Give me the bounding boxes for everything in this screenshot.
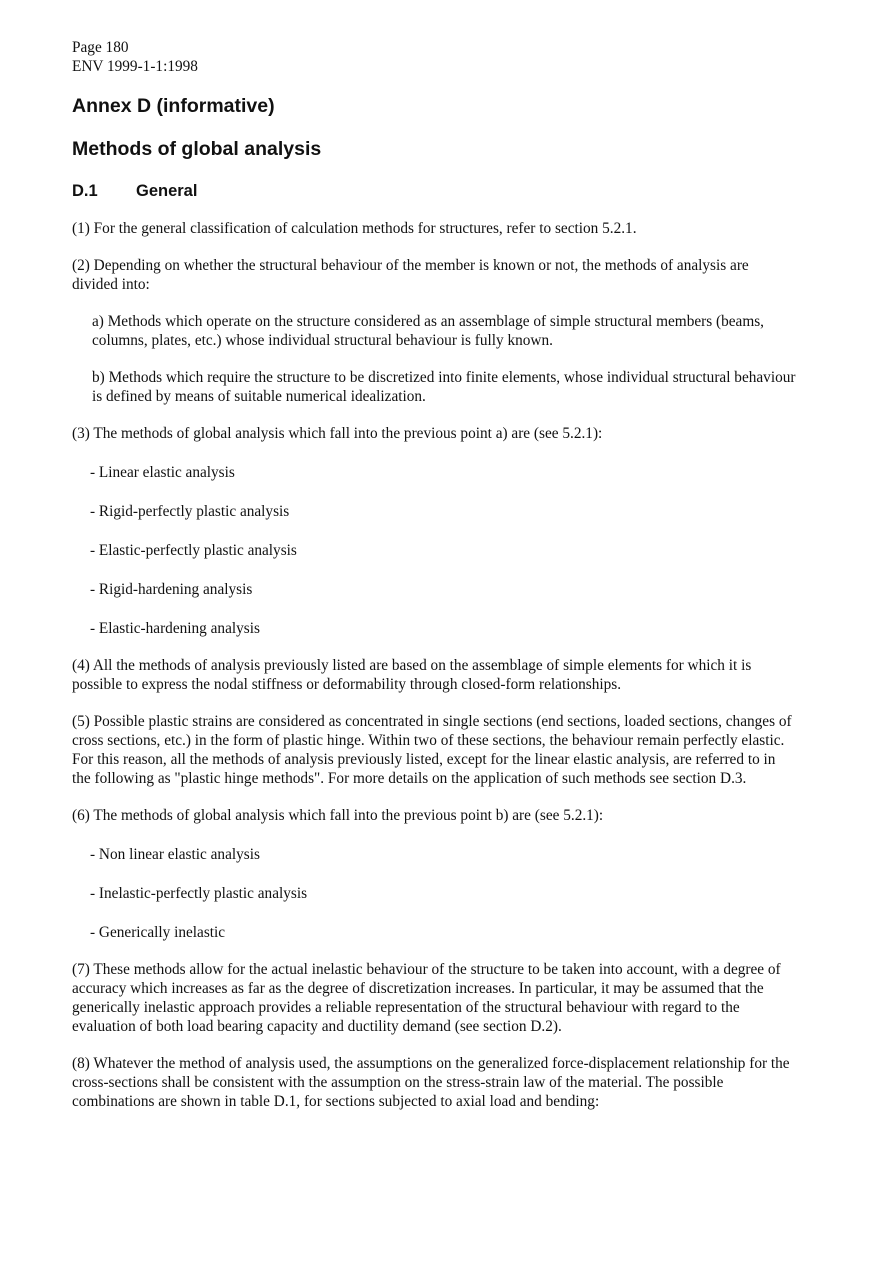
paragraph-7: (7) These methods allow for the actual inelastic behaviour of the structure to be taken into account, with a degree of accuracy which increases as far as the degree of discretization increases. In particular, it may be assumed that the generically inelastic approach provides a reliable representation of the structural behaviour with regard to the evaluation of both load bearing capacity and ductility demand (see section D.2). — [72, 961, 781, 1035]
list-item: - Non linear elastic analysis — [90, 846, 260, 863]
main-title: Methods of global analysis — [72, 138, 322, 160]
list-item: - Rigid-perfectly plastic analysis — [90, 503, 290, 520]
section-heading — [72, 181, 796, 201]
paragraph-1: (1) For the general classification of calculation methods for structures, refer to section 5.2.1. — [72, 220, 637, 237]
paragraph-5: (5) Possible plastic strains are considered as concentrated in single sections (end sections, loaded sections, changes of cross sections, etc.) in the form of plastic hinge. Within two of these sections, the behaviour remain perfectly elastic. For this reason, all the methods of analysis previously listed, except for the linear elastic analysis, are referred to in the following as "plastic hinge methods". For more details on the application of such methods see section D.3. — [72, 713, 792, 787]
list-item: - Rigid-hardening analysis — [90, 581, 253, 598]
paragraph-2b: b) Methods which require the structure to be discretized into finite elements, whose individual structural behaviour is defined by means of suitable numerical idealization. — [92, 369, 796, 405]
page-header — [72, 38, 796, 76]
annex-title: Annex D (informative) — [72, 95, 275, 117]
method-list-b — [72, 845, 796, 942]
paragraph-6: (6) The methods of global analysis which fall into the previous point b) are (see 5.2.1): — [72, 807, 604, 824]
paragraph-4: (4) All the methods of analysis previously listed are based on the assemblage of simple elements for which it is possible to express the nodal stiffness or deformability through closed-form relationships. — [72, 657, 752, 693]
document-page — [72, 38, 796, 1111]
page-number: Page 180 — [72, 39, 129, 56]
method-list-a — [72, 463, 796, 638]
paragraph-3: (3) The methods of global analysis which fall into the previous point a) are (see 5.2.1): — [72, 425, 603, 442]
paragraph-2: (2) Depending on whether the structural behaviour of the member is known or not, the methods of analysis are divided into: — [72, 257, 749, 293]
list-item: - Generically inelastic — [90, 924, 226, 941]
list-item: - Inelastic-perfectly plastic analysis — [90, 885, 308, 902]
list-item: - Elastic-hardening analysis — [90, 620, 260, 637]
standard-code: ENV 1999-1-1:1998 — [72, 58, 198, 75]
section-title: General — [136, 182, 198, 200]
section-number: D.1 — [72, 182, 98, 200]
paragraph-2a: a) Methods which operate on the structure considered as an assemblage of simple structural members (beams, columns, plates, etc.) whose individual structural behaviour is fully known. — [92, 313, 764, 349]
paragraph-8: (8) Whatever the method of analysis used, the assumptions on the generalized force-displacement relationship for the cross-sections shall be consistent with the assumption on the stress-strain law of the material. The possible combinations are shown in table D.1, for sections subjected to axial load and bending: — [72, 1055, 790, 1110]
list-item: - Linear elastic analysis — [90, 464, 235, 481]
list-item: - Elastic-perfectly plastic analysis — [90, 542, 297, 559]
